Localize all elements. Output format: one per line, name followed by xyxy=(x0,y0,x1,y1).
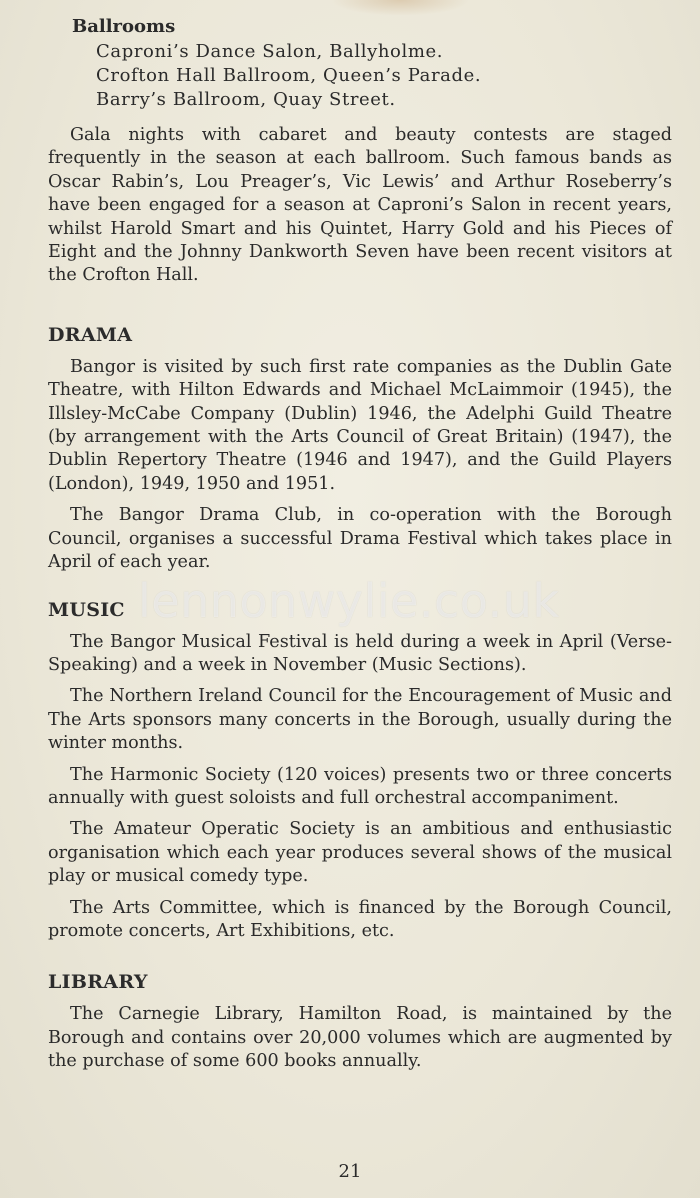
drama-heading: DRAMA xyxy=(48,323,133,346)
venue-item: Caproni’s Dance Salon, Ballyholme. xyxy=(96,41,444,62)
venue-item: Barry’s Ballroom, Quay Street. xyxy=(96,89,396,110)
music-paragraph: The Arts Committee, which is financed by the Borough Council, promote concerts, Art Exhibitions, etc. xyxy=(48,897,672,941)
ballrooms-paragraph: Gala nights with cabaret and beauty contests are staged frequently in the season at each ballroom. Such famous bands as Oscar Rabin’s, Lou Preager’s, Vic Lewis’ and Arthur Roseberry’s have been engaged for a season at Caproni’s Salon in recent years, whilst Harold Smart and his Quintet, Harry Gold and his Pieces of Eight and the Johnny Dankworth Seven have been recent visitors at the Crofton Hall. xyxy=(48,125,672,286)
music-paragraph: The Harmonic Society (120 voices) presents two or three concerts annually with guest soloists and full orchestral accompaniment. xyxy=(48,764,672,808)
music-paragraph: The Northern Ireland Council for the Encouragement of Music and The Arts sponsors many concerts in the Borough, usually during the winter months. xyxy=(48,686,672,754)
music-heading: MUSIC xyxy=(48,598,125,621)
venue-item: Crofton Hall Ballroom, Queen’s Parade. xyxy=(96,65,482,86)
music-paragraph: The Bangor Musical Festival is held during a week in April (Verse-Speaking) and a week in November (Music Sections). xyxy=(48,631,672,675)
watermark-text: lennonwylie.co.uk xyxy=(138,574,560,628)
page-content xyxy=(48,14,672,1074)
ballrooms-heading: Ballrooms xyxy=(72,16,176,37)
drama-paragraph: Bangor is visited by such first rate companies as the Dublin Gate Theatre, with Hilton Edwards and Michael McLaimmoir (1945), the Illsley-McCabe Company (Dublin) 1946, the Adelphi Guild Theatre (by arrangement with the Arts Council of Great Britain) (1947), the Dublin Repertory Theatre (1946 and 1947), and the Guild Players (London), 1949, 1950 and 1951. xyxy=(48,356,672,494)
drama-paragraph: The Bangor Drama Club, in co-operation with the Borough Council, organises a successful Drama Festival which takes place in April of each year. xyxy=(48,505,672,573)
page-number: 21 xyxy=(338,1161,362,1182)
library-heading: LIBRARY xyxy=(48,971,148,994)
music-paragraph: The Amateur Operatic Society is an ambitious and enthusiastic organisation which each year produces several shows of the musical play or musical comedy type. xyxy=(48,819,672,887)
library-paragraph: The Carnegie Library, Hamilton Road, is maintained by the Borough and contains over 20,000 volumes which are augmented by the purchase of some 600 books annually. xyxy=(48,1004,672,1072)
